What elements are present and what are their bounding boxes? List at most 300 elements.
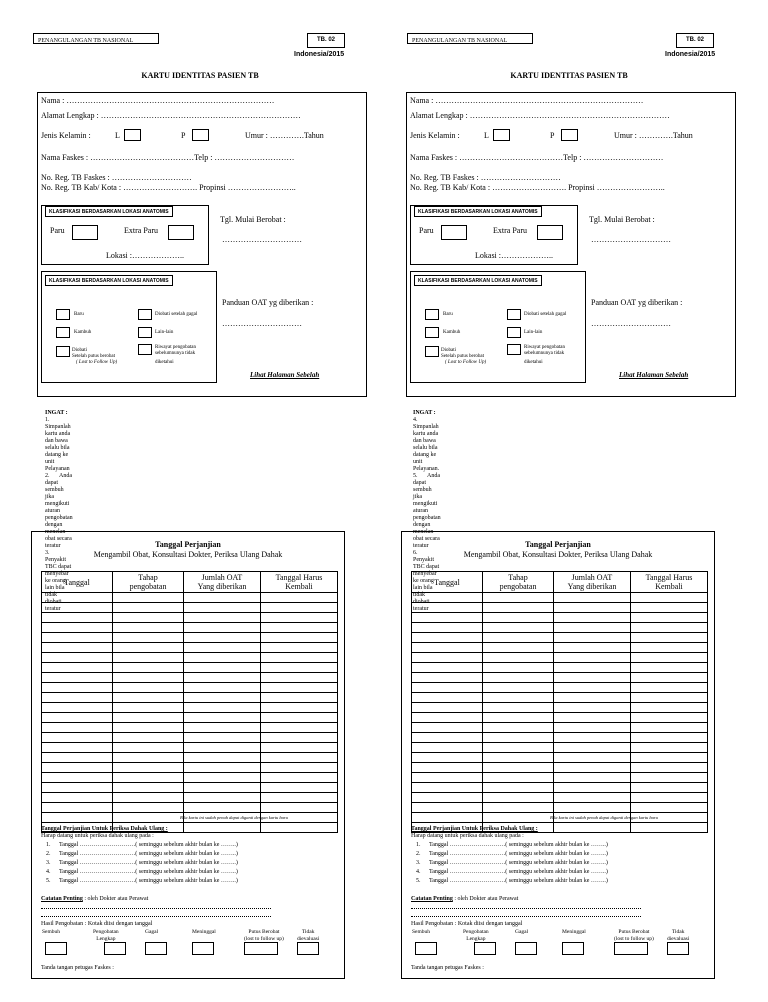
paru-checkbox[interactable]: [441, 225, 467, 240]
table-row: [412, 733, 708, 743]
faskes-field[interactable]: Nama Faskes : …………………………………Telp : …………………………: [41, 153, 295, 162]
table-cell[interactable]: [631, 743, 708, 753]
table-cell[interactable]: [412, 663, 483, 673]
table-cell[interactable]: [412, 673, 483, 683]
table-cell[interactable]: [184, 593, 261, 603]
table-cell[interactable]: [554, 753, 631, 763]
table-cell[interactable]: [554, 633, 631, 643]
table-cell[interactable]: [113, 723, 184, 733]
table-cell[interactable]: [113, 813, 184, 823]
table-cell[interactable]: [113, 743, 184, 753]
table-cell[interactable]: [261, 613, 338, 623]
catatan-line-2[interactable]: [411, 916, 641, 917]
table-cell[interactable]: [631, 643, 708, 653]
table-cell[interactable]: [42, 663, 113, 673]
lihat-halaman-link[interactable]: Lihat Halaman Sebelah: [250, 371, 320, 379]
l-checkbox[interactable]: [124, 129, 141, 141]
table-row: [42, 793, 338, 803]
dahak-item[interactable]: 1. Tanggal ……………………….( seminggu sebelum akhir bulan ke ……..): [46, 842, 238, 848]
table-cell[interactable]: [261, 603, 338, 613]
table-cell[interactable]: [412, 653, 483, 663]
table-cell[interactable]: [261, 743, 338, 753]
table-cell[interactable]: [113, 783, 184, 793]
riwayat-checkbox[interactable]: [138, 344, 152, 355]
table-cell[interactable]: [631, 753, 708, 763]
outcome-date-box[interactable]: [515, 942, 537, 955]
table-cell[interactable]: [631, 593, 708, 603]
lihat-halaman-link[interactable]: Lihat Halaman Sebelah: [619, 371, 689, 379]
table-cell[interactable]: [184, 713, 261, 723]
table-cell[interactable]: [42, 763, 113, 773]
outcome-label: Meninggal: [192, 929, 216, 935]
dahak-item[interactable]: 3. Tanggal ……………………….( seminggu sebelum akhir bulan ke ……..): [416, 860, 608, 866]
card-title: KARTU IDENTITAS PASIEN TB: [510, 71, 628, 80]
klasifikasi-riwayat-box: [41, 271, 217, 383]
table-cell[interactable]: [631, 823, 708, 833]
p-label: P: [550, 131, 555, 140]
dahak-item[interactable]: 2. Tanggal ……………………….( seminggu sebelum akhir bulan ke ……..): [416, 851, 608, 857]
table-cell[interactable]: [554, 703, 631, 713]
table-cell[interactable]: [554, 743, 631, 753]
table-cell[interactable]: [184, 683, 261, 693]
riwayat-checkbox[interactable]: [507, 344, 521, 355]
table-cell[interactable]: [483, 773, 554, 783]
table-cell[interactable]: [412, 743, 483, 753]
outcome-label: Sembuh: [42, 929, 61, 935]
faskes-field[interactable]: Nama Faskes : …………………………………Telp : …………………………: [410, 153, 664, 162]
outcome-date-box[interactable]: [145, 942, 167, 955]
table-cell[interactable]: [631, 773, 708, 783]
riwayat-label-3: diketahui: [524, 360, 543, 365]
lain-lain-label: Lain-lain: [524, 330, 543, 335]
table-cell[interactable]: [483, 663, 554, 673]
table-cell[interactable]: [184, 743, 261, 753]
outcome-label: Gagal: [515, 929, 529, 935]
table-cell[interactable]: [42, 783, 113, 793]
outcome-date-box[interactable]: [244, 942, 278, 955]
table-cell[interactable]: [631, 613, 708, 623]
table-cell[interactable]: [42, 603, 113, 613]
table-cell[interactable]: [261, 643, 338, 653]
table-cell[interactable]: [184, 753, 261, 763]
table-cell[interactable]: [113, 633, 184, 643]
table-cell[interactable]: [42, 713, 113, 723]
riwayat-label-3: diketahui: [155, 360, 174, 365]
table-cell[interactable]: [184, 773, 261, 783]
table-cell[interactable]: [261, 723, 338, 733]
lokasi-field[interactable]: Lokasi :………………..: [475, 251, 553, 260]
panduan-field[interactable]: …………………………: [222, 319, 302, 328]
table-cell[interactable]: [113, 693, 184, 703]
table-cell[interactable]: [412, 803, 483, 813]
table-cell[interactable]: [261, 693, 338, 703]
table-cell[interactable]: [554, 713, 631, 723]
table-cell[interactable]: [113, 683, 184, 693]
catatan-line-1[interactable]: [411, 908, 641, 909]
table-cell[interactable]: [113, 793, 184, 803]
table-cell[interactable]: [483, 683, 554, 693]
table-cell[interactable]: [412, 623, 483, 633]
table-row: [42, 673, 338, 683]
table-cell[interactable]: [554, 773, 631, 783]
table-cell[interactable]: [483, 783, 554, 793]
p-checkbox[interactable]: [561, 129, 578, 141]
table-cell[interactable]: [483, 713, 554, 723]
table-cell[interactable]: [261, 623, 338, 633]
diobati-gagal-checkbox[interactable]: [138, 309, 152, 320]
table-cell[interactable]: [261, 703, 338, 713]
table-cell[interactable]: [261, 783, 338, 793]
table-cell[interactable]: [412, 713, 483, 723]
diobati-putus-label-1: Diobati: [441, 348, 456, 353]
table-row: [42, 653, 338, 663]
jenis-kelamin-label: Jenis Kelamin :: [41, 131, 91, 140]
table-cell[interactable]: [554, 803, 631, 813]
col-tanggal-kembali: Tanggal Harus Kembali: [631, 572, 708, 593]
outcome-date-box[interactable]: [474, 942, 496, 955]
table-cell[interactable]: [184, 623, 261, 633]
table-cell[interactable]: [631, 763, 708, 773]
dahak-item[interactable]: 4. Tanggal ……………………….( seminggu sebelum akhir bulan ke ……..): [46, 869, 238, 875]
umur-field[interactable]: Umur : ………….Tahun: [245, 131, 324, 140]
table-row: [42, 613, 338, 623]
diobati-putus-label-2: Setelah putus berobat: [441, 354, 485, 359]
table-cell[interactable]: [483, 813, 554, 823]
dahak-item[interactable]: 5. Tanggal ……………………….( seminggu sebelum akhir bulan ke ……..): [416, 878, 608, 884]
ingat-item: 3.Penyakit TBC dapat menyebar ke orang lain bila tidak diobati teratur: [45, 550, 72, 612]
table-cell[interactable]: [412, 733, 483, 743]
umur-field[interactable]: Umur : ………….Tahun: [614, 131, 693, 140]
alamat-field[interactable]: Alamat Lengkap : …………………………………………………………………: [41, 111, 301, 120]
reg-tb-faskes-field[interactable]: No. Reg. TB Faskes : …………………………: [41, 173, 192, 182]
appointment-card-left: [31, 531, 345, 979]
table-cell[interactable]: [42, 733, 113, 743]
table-row: [412, 803, 708, 813]
outcome-date-box[interactable]: [562, 942, 584, 955]
table-cell[interactable]: [184, 673, 261, 683]
table-cell[interactable]: [184, 723, 261, 733]
form-code: TB. 02: [307, 33, 345, 48]
table-cell[interactable]: [113, 713, 184, 723]
table-cell[interactable]: [483, 623, 554, 633]
table-cell[interactable]: [113, 763, 184, 773]
table-cell[interactable]: [261, 803, 338, 813]
table-cell[interactable]: [42, 693, 113, 703]
kambuh-checkbox[interactable]: [425, 327, 439, 338]
appointment-table: [41, 571, 338, 833]
table-cell[interactable]: [113, 653, 184, 663]
outcome-date-box[interactable]: [667, 942, 689, 955]
table-cell[interactable]: [483, 743, 554, 753]
kambuh-checkbox[interactable]: [56, 327, 70, 338]
table-cell[interactable]: [184, 733, 261, 743]
reg-tb-kab-field[interactable]: No. Reg. TB Kab/ Kota : ………………………. Propinsi ……………………..: [41, 183, 296, 192]
table-cell[interactable]: [412, 813, 483, 823]
table-cell[interactable]: [42, 623, 113, 633]
table-cell[interactable]: [42, 653, 113, 663]
catatan-line-1[interactable]: [41, 908, 271, 909]
table-cell[interactable]: [554, 653, 631, 663]
table-cell[interactable]: [184, 643, 261, 653]
riwayat-label-1: Riwayat pengobatan: [524, 345, 565, 350]
table-cell[interactable]: [412, 633, 483, 643]
table-cell[interactable]: [42, 613, 113, 623]
table-cell[interactable]: [554, 663, 631, 673]
table-cell[interactable]: [554, 793, 631, 803]
table-cell[interactable]: [412, 763, 483, 773]
klasifikasi-riwayat-title: KLASIFIKASI BERDASARKAN LOKASI ANATOMIS: [45, 275, 173, 286]
tanda-tangan-label: Tanda tangan petugas Faskes :: [41, 965, 114, 971]
diobati-putus-checkbox[interactable]: [56, 346, 70, 357]
table-row: [42, 723, 338, 733]
table-cell[interactable]: [113, 753, 184, 763]
table-cell[interactable]: [42, 643, 113, 653]
table-cell[interactable]: [261, 633, 338, 643]
lain-lain-checkbox[interactable]: [507, 327, 521, 338]
table-cell[interactable]: [42, 673, 113, 683]
tgl-mulai-field[interactable]: …………………………: [591, 235, 671, 244]
table-cell[interactable]: [631, 723, 708, 733]
tgl-mulai-label: Tgl. Mulai Berobat :: [589, 215, 655, 224]
table-cell[interactable]: [42, 723, 113, 733]
table-cell[interactable]: [261, 773, 338, 783]
table-cell[interactable]: [554, 623, 631, 633]
table-cell[interactable]: [412, 783, 483, 793]
table-cell[interactable]: [113, 803, 184, 813]
table-cell[interactable]: [42, 813, 113, 823]
table-cell[interactable]: [113, 703, 184, 713]
table-cell[interactable]: [113, 733, 184, 743]
table-cell[interactable]: [184, 693, 261, 703]
table-cell[interactable]: [42, 753, 113, 763]
table-cell[interactable]: [261, 593, 338, 603]
table-cell[interactable]: [184, 823, 261, 833]
table-cell[interactable]: [42, 683, 113, 693]
table-cell[interactable]: [261, 663, 338, 673]
table-cell[interactable]: [261, 763, 338, 773]
nama-field[interactable]: Nama : ……………………………………………………………………: [410, 96, 644, 105]
table-cell[interactable]: [631, 803, 708, 813]
table-cell[interactable]: [184, 653, 261, 663]
table-cell[interactable]: [184, 803, 261, 813]
table-cell[interactable]: [631, 713, 708, 723]
table-cell[interactable]: [483, 793, 554, 803]
table-row: [42, 663, 338, 673]
table-cell[interactable]: [42, 633, 113, 643]
alamat-field[interactable]: Alamat Lengkap : …………………………………………………………………: [410, 111, 670, 120]
table-cell[interactable]: [483, 593, 554, 603]
table-cell[interactable]: [483, 763, 554, 773]
table-cell[interactable]: [483, 633, 554, 643]
outcome-date-box[interactable]: [614, 942, 648, 955]
panduan-field[interactable]: …………………………: [591, 319, 671, 328]
table-cell[interactable]: [261, 753, 338, 763]
kambuh-label: Kambuh: [443, 330, 461, 335]
table-cell[interactable]: [554, 673, 631, 683]
outcome-date-box[interactable]: [415, 942, 437, 955]
table-cell[interactable]: [113, 773, 184, 783]
outcome-date-box[interactable]: [297, 942, 319, 955]
table-cell[interactable]: [554, 723, 631, 733]
table-row: [42, 603, 338, 613]
table-cell[interactable]: [483, 673, 554, 683]
table-cell[interactable]: [42, 803, 113, 813]
outcome-date-box[interactable]: [104, 942, 126, 955]
table-cell[interactable]: [483, 643, 554, 653]
paru-checkbox[interactable]: [72, 225, 98, 240]
table-cell[interactable]: [554, 783, 631, 793]
table-cell[interactable]: [261, 793, 338, 803]
table-cell[interactable]: [554, 683, 631, 693]
table-cell[interactable]: [42, 593, 113, 603]
table-cell[interactable]: [412, 693, 483, 703]
table-cell[interactable]: [113, 673, 184, 683]
table-cell[interactable]: [631, 653, 708, 663]
table-cell[interactable]: [554, 763, 631, 773]
dahak-item[interactable]: 2. Tanggal ……………………….( seminggu sebelum akhir bulan ke ……..): [46, 851, 238, 857]
table-cell[interactable]: [631, 623, 708, 633]
table-cell[interactable]: [184, 783, 261, 793]
table-cell[interactable]: [631, 793, 708, 803]
ingat-item: 6.Penyakit TBC dapat menyebar ke orang lain bila tidak diobati teratur: [413, 550, 440, 612]
col-jumlah-oat: Jumlah OAT Yang diberikan: [184, 572, 261, 593]
table-row: [42, 683, 338, 693]
table-cell[interactable]: [412, 723, 483, 733]
identity-form: [406, 92, 736, 397]
table-cell[interactable]: [631, 693, 708, 703]
table-cell[interactable]: [184, 793, 261, 803]
table-cell[interactable]: [483, 803, 554, 813]
table-cell[interactable]: [554, 733, 631, 743]
dahak-item[interactable]: 5. Tanggal ……………………….( seminggu sebelum akhir bulan ke ……..): [46, 878, 238, 884]
table-cell[interactable]: [631, 673, 708, 683]
table-cell[interactable]: [184, 633, 261, 643]
dahak-item[interactable]: 4. Tanggal ……………………….( seminggu sebelum akhir bulan ke ……..): [416, 869, 608, 875]
reg-tb-kab-field[interactable]: No. Reg. TB Kab/ Kota : ………………………. Propinsi ……………………..: [410, 183, 665, 192]
table-cell[interactable]: [631, 663, 708, 673]
diobati-putus-checkbox[interactable]: [425, 346, 439, 357]
l-checkbox[interactable]: [493, 129, 510, 141]
table-cell[interactable]: [42, 773, 113, 783]
diobati-gagal-checkbox[interactable]: [507, 309, 521, 320]
table-cell[interactable]: [412, 593, 483, 603]
table-cell[interactable]: [554, 823, 631, 833]
baru-checkbox[interactable]: [56, 309, 70, 320]
table-cell[interactable]: [184, 603, 261, 613]
table-cell[interactable]: [42, 743, 113, 753]
outcome-date-box[interactable]: [45, 942, 67, 955]
extra-paru-checkbox[interactable]: [168, 225, 194, 240]
tgl-mulai-field[interactable]: …………………………: [222, 235, 302, 244]
table-cell[interactable]: [261, 733, 338, 743]
table-cell[interactable]: [113, 643, 184, 653]
outcome-label: Meninggal: [562, 929, 586, 935]
table-header-row: [42, 572, 338, 593]
table-cell[interactable]: [631, 703, 708, 713]
table-cell[interactable]: [483, 693, 554, 703]
diobati-gagal-label: Diobati setelah gagal: [524, 312, 567, 317]
table-cell[interactable]: [261, 713, 338, 723]
table-cell[interactable]: [483, 653, 554, 663]
table-cell[interactable]: [261, 823, 338, 833]
p-checkbox[interactable]: [192, 129, 209, 141]
table-cell[interactable]: [113, 603, 184, 613]
table-cell[interactable]: [631, 683, 708, 693]
table-cell[interactable]: [412, 643, 483, 653]
extra-paru-checkbox[interactable]: [537, 225, 563, 240]
table-row: [412, 603, 708, 613]
table-cell[interactable]: [113, 593, 184, 603]
table-row: [412, 683, 708, 693]
table-cell[interactable]: [554, 613, 631, 623]
table-cell[interactable]: [412, 773, 483, 783]
table-cell[interactable]: [184, 613, 261, 623]
table-cell[interactable]: [184, 763, 261, 773]
lokasi-field[interactable]: Lokasi :………………..: [106, 251, 184, 260]
table-cell[interactable]: [412, 753, 483, 763]
table-cell[interactable]: [261, 673, 338, 683]
table-cell[interactable]: [412, 603, 483, 613]
table-cell[interactable]: [412, 703, 483, 713]
catatan-line-2[interactable]: [41, 916, 271, 917]
col-jumlah-oat: Jumlah OAT Yang diberikan: [554, 572, 631, 593]
extra-paru-label: Extra Paru: [124, 226, 158, 235]
table-cell[interactable]: [483, 723, 554, 733]
table-cell[interactable]: [113, 613, 184, 623]
dahak-item[interactable]: 1. Tanggal ……………………….( seminggu sebelum akhir bulan ke ……..): [416, 842, 608, 848]
table-row: [42, 733, 338, 743]
table-cell[interactable]: [483, 753, 554, 763]
table-cell[interactable]: [483, 703, 554, 713]
table-cell[interactable]: [554, 693, 631, 703]
table-cell[interactable]: [184, 663, 261, 673]
dahak-title: Tanggal Perjanjian Untuk Periksa Dahak Ulang :: [411, 826, 538, 832]
table-cell[interactable]: [631, 633, 708, 643]
table-cell[interactable]: [483, 613, 554, 623]
outcome-date-box[interactable]: [192, 942, 214, 955]
ingat-title: INGAT :: [413, 410, 436, 416]
table-cell[interactable]: [261, 653, 338, 663]
table-cell[interactable]: [483, 603, 554, 613]
diobati-putus-label-3: ( Lost to Follow Up): [445, 360, 487, 365]
baru-checkbox[interactable]: [425, 309, 439, 320]
table-cell[interactable]: [412, 683, 483, 693]
table-cell[interactable]: [412, 793, 483, 803]
table-cell[interactable]: [42, 703, 113, 713]
reg-tb-faskes-field[interactable]: No. Reg. TB Faskes : …………………………: [410, 173, 561, 182]
table-cell[interactable]: [554, 643, 631, 653]
table-cell[interactable]: [261, 683, 338, 693]
table-row: [42, 753, 338, 763]
nama-field[interactable]: Nama : ……………………………………………………………………: [41, 96, 275, 105]
baru-label: Baru: [74, 312, 84, 317]
table-cell[interactable]: [554, 593, 631, 603]
lain-lain-checkbox[interactable]: [138, 327, 152, 338]
table-cell[interactable]: [631, 783, 708, 793]
table-cell[interactable]: [113, 663, 184, 673]
table-row: [412, 693, 708, 703]
table-cell[interactable]: [483, 733, 554, 743]
card-title: KARTU IDENTITAS PASIEN TB: [141, 71, 259, 80]
table-cell[interactable]: [412, 613, 483, 623]
table-cell[interactable]: [631, 733, 708, 743]
table-cell[interactable]: [184, 703, 261, 713]
table-cell[interactable]: [631, 603, 708, 613]
table-cell[interactable]: [113, 623, 184, 633]
dahak-item[interactable]: 3. Tanggal ……………………….( seminggu sebelum akhir bulan ke ……..): [46, 860, 238, 866]
table-cell[interactable]: [42, 793, 113, 803]
table-cell[interactable]: [554, 603, 631, 613]
